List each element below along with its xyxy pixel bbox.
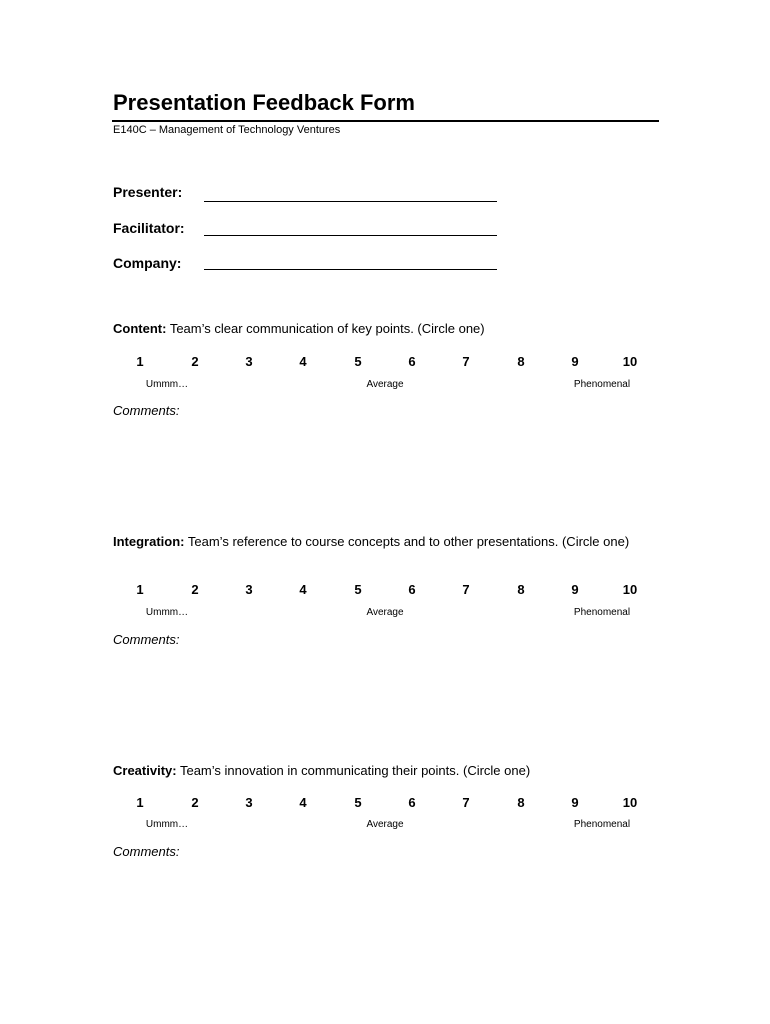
content-rating-10[interactable]: 10 xyxy=(622,354,638,369)
content-rating-3[interactable]: 3 xyxy=(245,354,253,369)
content-rating-9[interactable]: 9 xyxy=(571,354,579,369)
content-rating-4[interactable]: 4 xyxy=(299,354,307,369)
creativity-anchor-low: Ummm… xyxy=(145,819,189,830)
content-rating-6[interactable]: 6 xyxy=(408,354,416,369)
creativity-rating-3[interactable]: 3 xyxy=(245,795,253,810)
facilitator-label: Facilitator: xyxy=(113,220,185,236)
integration-rating-6[interactable]: 6 xyxy=(408,582,416,597)
integration-rating-9[interactable]: 9 xyxy=(571,582,579,597)
integration-rating-4[interactable]: 4 xyxy=(299,582,307,597)
title-divider xyxy=(112,120,659,122)
integration-rating-3[interactable]: 3 xyxy=(245,582,253,597)
integration-description: Team’s reference to course concepts and to other presentations. (Circle one) xyxy=(187,534,630,549)
creativity-anchor-high: Phenomenal xyxy=(573,819,631,830)
creativity-rating-4[interactable]: 4 xyxy=(299,795,307,810)
content-anchor-mid: Average xyxy=(366,379,404,390)
content-description: Team’s clear communication of key points. (Circle one) xyxy=(169,321,485,336)
content-anchor-high: Phenomenal xyxy=(573,379,631,390)
creativity-anchor-mid: Average xyxy=(366,819,404,830)
integration-rating-5[interactable]: 5 xyxy=(354,582,362,597)
integration-rating-10[interactable]: 10 xyxy=(622,582,638,597)
creativity-rating-2[interactable]: 2 xyxy=(191,795,199,810)
integration-heading: Integration: xyxy=(113,534,185,549)
content-rating-8[interactable]: 8 xyxy=(517,354,525,369)
creativity-rating-5[interactable]: 5 xyxy=(354,795,362,810)
integration-prompt xyxy=(113,534,659,550)
creativity-rating-8[interactable]: 8 xyxy=(517,795,525,810)
creativity-comments-label: Comments: xyxy=(113,844,180,859)
content-rating-2[interactable]: 2 xyxy=(191,354,199,369)
facilitator-field[interactable] xyxy=(204,235,497,236)
integration-anchor-low: Ummm… xyxy=(145,607,189,618)
integration-anchor-high: Phenomenal xyxy=(573,607,631,618)
integration-anchor-mid: Average xyxy=(366,607,404,618)
presenter-field[interactable] xyxy=(204,201,497,202)
creativity-rating-9[interactable]: 9 xyxy=(571,795,579,810)
company-field[interactable] xyxy=(204,269,497,270)
content-prompt xyxy=(113,321,659,337)
form-title: Presentation Feedback Form xyxy=(113,90,415,115)
content-rating-5[interactable]: 5 xyxy=(354,354,362,369)
creativity-description: Team’s innovation in communicating their points. (Circle one) xyxy=(179,763,531,778)
course-subtitle: E140C – Management of Technology Ventures xyxy=(113,124,341,136)
integration-comments-label: Comments: xyxy=(113,632,180,647)
creativity-rating-6[interactable]: 6 xyxy=(408,795,416,810)
integration-rating-7[interactable]: 7 xyxy=(462,582,470,597)
content-anchor-low: Ummm… xyxy=(145,379,189,390)
presenter-label: Presenter: xyxy=(113,184,183,200)
content-heading: Content: xyxy=(113,321,167,336)
company-label: Company: xyxy=(113,255,182,271)
content-rating-1[interactable]: 1 xyxy=(136,354,144,369)
creativity-rating-1[interactable]: 1 xyxy=(136,795,144,810)
creativity-rating-7[interactable]: 7 xyxy=(462,795,470,810)
integration-rating-1[interactable]: 1 xyxy=(136,582,144,597)
content-comments-label: Comments: xyxy=(113,403,180,418)
integration-rating-8[interactable]: 8 xyxy=(517,582,525,597)
creativity-rating-10[interactable]: 10 xyxy=(622,795,638,810)
creativity-prompt xyxy=(113,763,659,779)
creativity-heading: Creativity: xyxy=(113,763,177,778)
integration-rating-2[interactable]: 2 xyxy=(191,582,199,597)
content-rating-7[interactable]: 7 xyxy=(462,354,470,369)
